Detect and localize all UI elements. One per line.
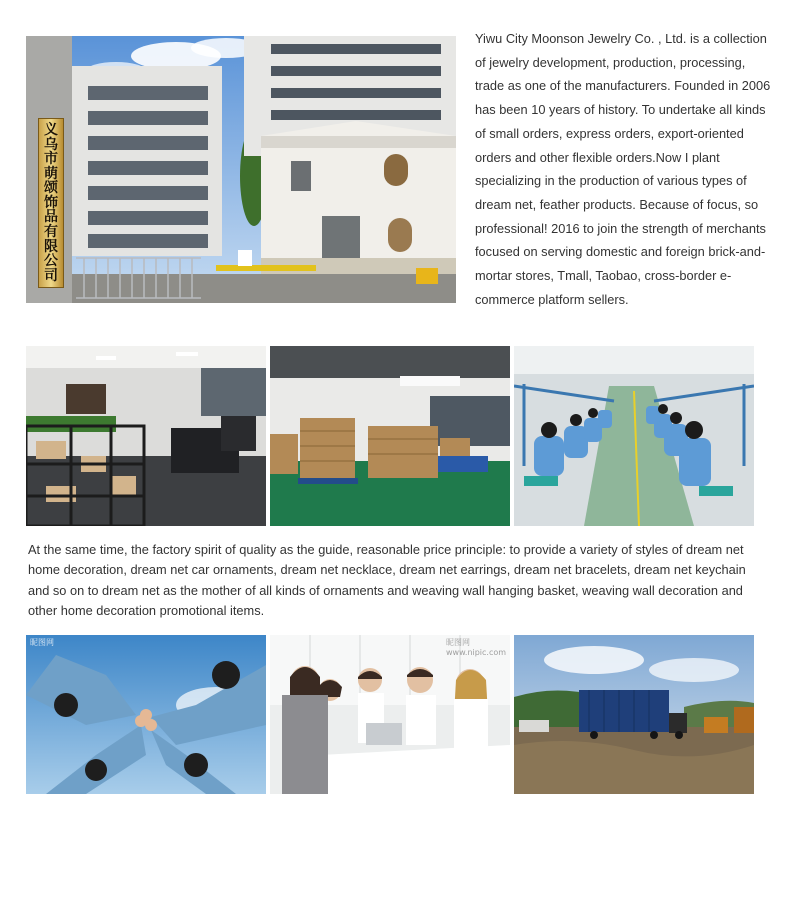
sign-char: 限 (44, 238, 58, 255)
sign-char: 萌 (44, 165, 58, 182)
warehouse-photo (270, 346, 510, 526)
sign-char: 品 (44, 209, 58, 226)
sign-char: 公 (44, 253, 58, 270)
sign-char: 乌 (44, 136, 58, 153)
sign-char: 市 (44, 151, 58, 168)
sign-char: 饰 (44, 194, 58, 211)
office-photo (26, 346, 266, 526)
container-truck-photo (514, 635, 754, 794)
quality-text: At the same time, the factory spirit of quality as the guide, reasonable price principle: to provide a variety of styles of dream net home decoration, dream net car ornaments, dream net necklace, dream net earrings, dream net bracelets, dream net keychain and so on to dream net as the mother of all kinds of ornaments and weaving wall hanging basket, weaving wall decoration and other home decoration promotional items. (28, 542, 746, 618)
sign-char: 有 (44, 223, 58, 240)
sign-char: 司 (44, 267, 58, 284)
production-line-photo (514, 346, 754, 526)
business-team-photo (270, 635, 510, 794)
factory-building-photo (26, 36, 456, 303)
company-intro-text: Yiwu City Moonson Jewelry Co. , Ltd. is a collection of jewelry development, production, processing, trade as one of the manufacturers. Founded in 2006 has been 10 years of history. To undertake all kinds of small orders, express orders, export-oriented orders and other flexible orders.Now I plant specializing in the production of various types of dream net, feather products. Because of focus, so professional! 2016 to join the strength of merchants focused on serving domestic and foreign brick-and-mortar stores, Tmall, Taobao, cross-border e-commerce platform sellers. (475, 31, 771, 307)
watermark: 昵图网 www.nipic.com (446, 638, 507, 657)
sign-char: 义 (44, 122, 58, 139)
sign-char: 颂 (44, 180, 58, 197)
building-sign (38, 118, 64, 288)
teamwork-hands-photo (26, 635, 266, 794)
watermark: 昵图网 (30, 638, 54, 647)
